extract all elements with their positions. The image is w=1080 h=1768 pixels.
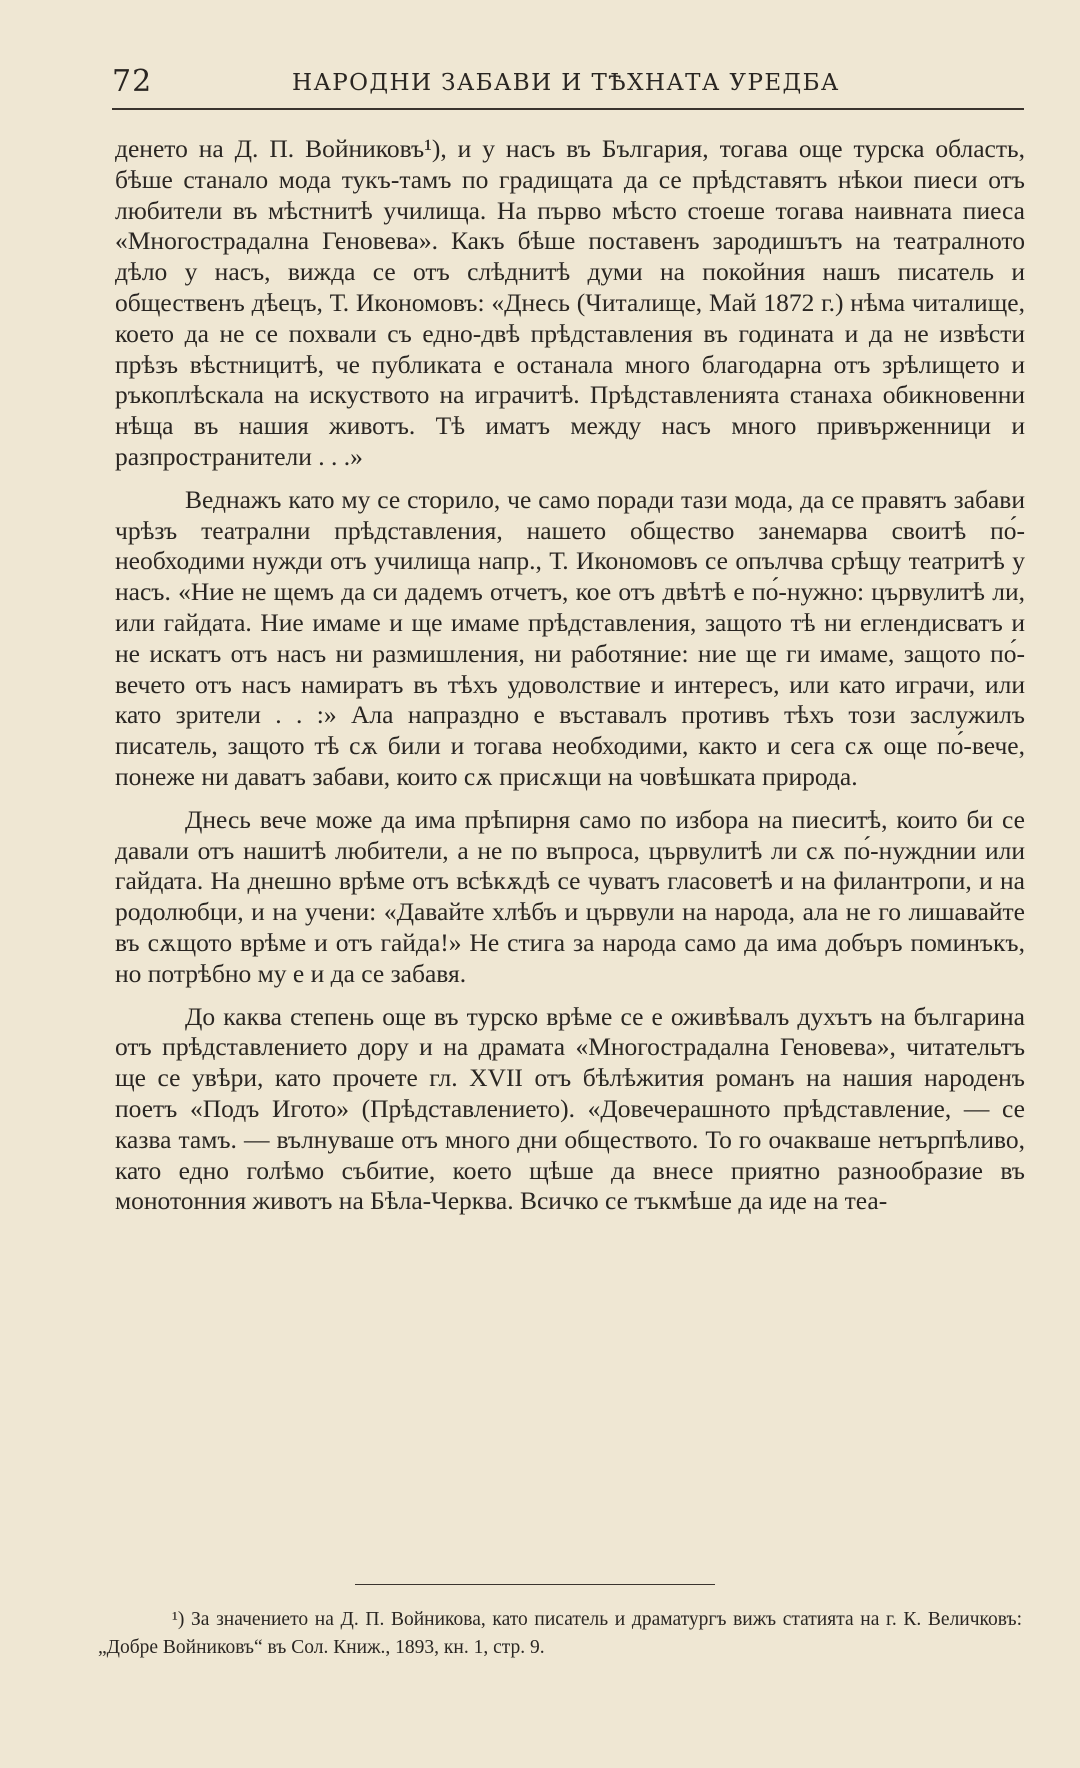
page-number: 72 xyxy=(112,64,153,99)
paragraph-1: денето на Д. П. Войниковъ¹), и у насъ въ България, тогава още турска область, бѣше станало мода тукъ-тамъ по градищата да се прѣдставятъ нѣкои пиеси отъ любители въ мѣстнитѣ училища. На първо мѣсто стоеше тогава наивната пиеса «Многострадална Геновева». Какъ бѣше поставенъ зародишътъ на театралното дѣло у насъ, вижда се отъ слѣднитѣ думи на покойния нашъ писатель и общественъ дѣецъ, Т. Икономовъ: «Днесь (Читалище, Май 1872 г.) нѣма читалище, което да не се похвали съ едно-двѣ прѣдставления въ годината и да не извѣсти прѣзъ вѣстницитѣ, че публиката е останала много благодарна отъ зрѣлището и ръкоплѣскала на искуството на играчитѣ. Прѣдставленията станаха обикновенни нѣща въ нашия животъ. Тѣ иматъ между насъ много привърженници и разпространители . . .» xyxy=(115,134,1025,471)
paragraph-3: Днесь вече може да има прѣпирня само по избора на пиеситѣ, които би се давали отъ нашитѣ любители, а не по въпроса, цървулитѣ ли сѫ по́-нужднии или гайдата. На днешно врѣме отъ всѣкѫдѣ се чуватъ гласоветѣ и на филантропи, и на родолюбци, и на учени: «Давайте хлѣбъ и цървули на народа, ала не го лишавайте въ сѫщото врѣме и отъ гайда!» Не стига за народа само да има добъръ поминъкъ, но потрѣбно му е и да се забавя. xyxy=(115,804,1025,988)
header-rule xyxy=(112,108,1024,110)
footnote: ¹) За значението на Д. П. Войникова, като писатель и драматургъ вижъ статията на г. К. Величковъ: „Добре Войниковъ“ въ Сол. Книж., 1893, кн. 1, стр. 9. xyxy=(98,1609,1022,1658)
page-header xyxy=(112,62,1024,108)
running-title: НАРОДНИ ЗАБАВИ И ТѢХНАТА УРЕДБА xyxy=(292,70,840,96)
footnote-rule xyxy=(355,1584,715,1585)
paragraph-2: Веднажъ като му се сторило, че само поради тази мода, да се правятъ забави чрѣзъ театрални прѣдставления, нашето общество занемарва своитѣ по́-необходими нужди отъ училища напр., Т. Икономовъ се опълчва срѣщу театритѣ у насъ. «Ние не щемъ да си дадемъ отчетъ, кое отъ двѣтѣ е по́-нужно: цървулитѣ ли, или гайдата. Ние имаме и ще имаме прѣдставления, защото тѣ ни еглендисватъ и не искатъ отъ насъ ни размишления, ни работяние: ние ще ги имаме, защото по́-вечето отъ насъ намиратъ въ тѣхъ удоволствие и интересъ, или като играчи, или като зрители . . :» Ала напраздно е въставалъ противъ тѣхъ този заслужилъ писатель, защото тѣ сѫ били и тогава необходими, както и сега сѫ още по́-вече, понеже ни даватъ забави, които сѫ присѫщи на човѣшката природа. xyxy=(115,484,1025,791)
paragraph-4: До каква степень още въ турско врѣме се е оживѣвалъ духътъ на българина отъ прѣдставлението дору и на драмата «Многострадална Геновева», читательтъ ще се увѣри, като прочете гл. XVII отъ бѣлѣжития романъ на нашия народенъ поетъ «Подъ Игото» (Прѣдставлението). «Довечерашното прѣдставление, — се казва тамъ. — вълнуваше отъ много дни обществото. То го очакваше нетърпѣливо, като едно голѣмо събитие, което щѣше да внесе приятно разнообразие въ монотонния животъ на Бѣла-Черква. Всичко се тъкмѣше да иде на теа- xyxy=(115,1001,1025,1216)
body-text xyxy=(115,134,1025,1229)
